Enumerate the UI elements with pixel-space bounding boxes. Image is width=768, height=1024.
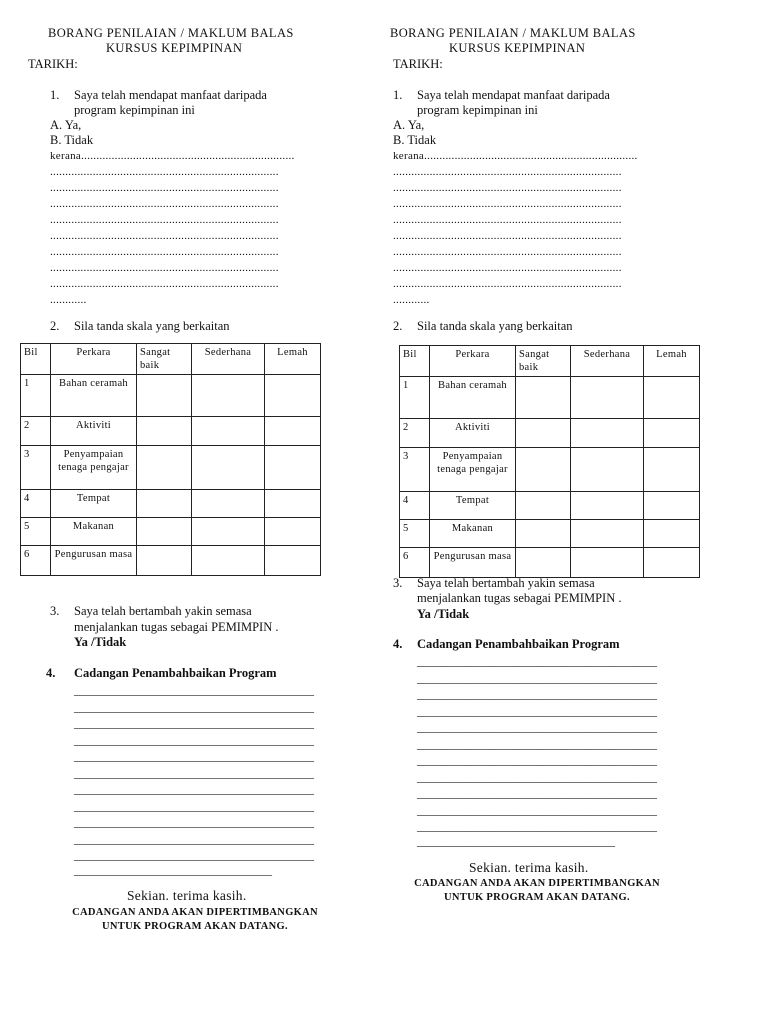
q1-reason-field[interactable]: kerana...................................................................... [50, 150, 295, 162]
q2-number: 2. [393, 319, 403, 333]
rating-cell[interactable] [137, 518, 192, 546]
rating-cell[interactable] [571, 548, 644, 578]
row-bil: 4 [21, 490, 51, 518]
rating-cell[interactable] [571, 492, 644, 520]
row-perkara: Bahan ceramah [51, 375, 137, 417]
rating-table [399, 345, 700, 578]
q1-reason-field[interactable]: kerana...................................................................... [393, 150, 638, 162]
rating-cell[interactable] [644, 520, 700, 548]
header-sederhana: Sederhana [192, 344, 265, 375]
q1-dotted-line[interactable]: ........................................................................... [50, 198, 279, 210]
suggestion-line[interactable]: ________________________________________ [74, 815, 314, 829]
header-bil: Bil [21, 344, 51, 375]
thanks-text: Sekian. terima kasih. [469, 860, 589, 875]
q1-dotted-line[interactable]: ........................................................................... [50, 262, 279, 274]
q1-dotted-line[interactable]: ........................................................................... [50, 246, 279, 258]
rating-cell[interactable] [516, 419, 571, 448]
row-bil: 1 [400, 377, 430, 419]
rating-cell[interactable] [137, 446, 192, 490]
q4-number: 4. [46, 666, 56, 680]
rating-cell[interactable] [516, 448, 571, 492]
suggestion-line[interactable]: ________________________________________ [74, 683, 314, 697]
row-perkara: Bahan ceramah [430, 377, 516, 419]
q4-text: Cadangan Penambahbaikan Program [417, 637, 620, 651]
q1-dotted-line[interactable]: ........................................................................... [50, 182, 279, 194]
suggestion-line[interactable]: ________________________________________ [417, 803, 657, 817]
suggestion-line[interactable]: ________________________________________ [417, 671, 657, 685]
suggestion-line[interactable]: ________________________________________ [74, 832, 314, 846]
q1-option-b[interactable]: B. Tidak [50, 133, 94, 147]
form-subtitle: KURSUS KEPIMPINAN [449, 41, 586, 55]
suggestion-line[interactable]: ________________________________________ [74, 766, 314, 780]
rating-cell[interactable] [516, 492, 571, 520]
row-bil: 5 [21, 518, 51, 546]
rating-cell[interactable] [265, 490, 321, 518]
header-sederhana: Sederhana [571, 346, 644, 377]
feedback-form-right [343, 0, 727, 1024]
suggestion-line[interactable]: ________________________________________ [74, 716, 314, 730]
rating-cell[interactable] [265, 375, 321, 417]
header-sangat-baik: Sangat baik [516, 346, 571, 377]
row-perkara: Pengurusan masa [430, 548, 516, 578]
q1-dotted-line[interactable]: ........................................................................... [50, 166, 279, 178]
closing-line-1: CADANGAN ANDA AKAN DIPERTIMBANGKAN [414, 878, 660, 889]
rating-cell[interactable] [192, 375, 265, 417]
rating-cell[interactable] [644, 448, 700, 492]
rating-cell[interactable] [192, 518, 265, 546]
q3-number: 3. [50, 604, 60, 618]
suggestion-line-end[interactable]: _________________________________ [417, 834, 615, 848]
q1-text-line1: Saya telah mendapat manfaat daripada [74, 88, 267, 102]
rating-cell[interactable] [192, 546, 265, 576]
rating-cell[interactable] [516, 520, 571, 548]
header-lemah: Lemah [644, 346, 700, 377]
q2-text: Sila tanda skala yang berkaitan [74, 319, 230, 333]
rating-cell[interactable] [192, 446, 265, 490]
header-bil: Bil [400, 346, 430, 377]
row-perkara: Aktiviti [51, 417, 137, 446]
rating-cell[interactable] [571, 520, 644, 548]
suggestion-line[interactable]: ________________________________________ [417, 720, 657, 734]
rating-cell[interactable] [265, 518, 321, 546]
rating-cell[interactable] [192, 417, 265, 446]
header-perkara: Perkara [51, 344, 137, 375]
q1-dotted-line[interactable]: ........................................................................... [393, 166, 622, 178]
row-perkara: Penyampaian tenaga pengajar [51, 446, 137, 490]
form-subtitle: KURSUS KEPIMPINAN [106, 41, 243, 55]
suggestion-line[interactable]: ________________________________________ [74, 782, 314, 796]
q1-dotted-line[interactable]: ........................................................................... [393, 262, 622, 274]
closing-line-1: CADANGAN ANDA AKAN DIPERTIMBANGKAN [72, 907, 318, 918]
row-perkara: Makanan [430, 520, 516, 548]
q3-answer[interactable]: Ya /Tidak [74, 635, 127, 649]
row-bil: 2 [400, 419, 430, 448]
q4-text: Cadangan Penambahbaikan Program [74, 666, 277, 680]
suggestion-line[interactable]: ________________________________________ [417, 687, 657, 701]
rating-cell[interactable] [644, 492, 700, 520]
rating-cell[interactable] [516, 548, 571, 578]
row-bil: 5 [400, 520, 430, 548]
suggestion-line[interactable]: ________________________________________ [74, 848, 314, 862]
rating-cell[interactable] [137, 417, 192, 446]
suggestion-line[interactable]: ________________________________________ [74, 733, 314, 747]
rating-cell[interactable] [265, 546, 321, 576]
date-label: TARIKH: [28, 57, 78, 71]
q3-text-line2: menjalankan tugas sebagai PEMIMPIN . [417, 591, 622, 605]
q3-text-line1: Saya telah bertambah yakin semasa [417, 576, 595, 590]
q4-number: 4. [393, 637, 403, 651]
suggestion-line[interactable]: ________________________________________ [417, 654, 657, 668]
q3-text-line1: Saya telah bertambah yakin semasa [74, 604, 252, 618]
row-perkara: Penyampaian tenaga pengajar [430, 448, 516, 492]
closing-note [382, 877, 692, 905]
rating-cell[interactable] [137, 546, 192, 576]
row-perkara: Tempat [430, 492, 516, 520]
q1-dotted-line[interactable]: ........................................................................... [50, 278, 279, 290]
q1-text-line2: program kepimpinan ini [417, 103, 538, 117]
suggestion-line[interactable]: ________________________________________ [417, 770, 657, 784]
closing-line-2: UNTUK PROGRAM AKAN DATANG. [444, 892, 630, 903]
suggestion-line[interactable]: ________________________________________ [417, 704, 657, 718]
q3-text-line2: menjalankan tugas sebagai PEMIMPIN . [74, 620, 279, 634]
q1-dotted-line[interactable]: ........................................................................... [393, 278, 622, 290]
suggestion-line[interactable]: ________________________________________ [417, 786, 657, 800]
header-perkara: Perkara [430, 346, 516, 377]
q2-text: Sila tanda skala yang berkaitan [417, 319, 573, 333]
suggestion-line[interactable]: ________________________________________ [417, 753, 657, 767]
row-bil: 6 [21, 546, 51, 576]
rating-cell[interactable] [192, 490, 265, 518]
row-bil: 4 [400, 492, 430, 520]
q3-answer[interactable]: Ya /Tidak [417, 607, 470, 621]
rating-cell[interactable] [644, 377, 700, 419]
rating-table [20, 343, 321, 576]
suggestion-line[interactable]: ________________________________________ [417, 737, 657, 751]
q1-dotted-line-end[interactable]: ............ [50, 294, 87, 306]
form-title: BORANG PENILAIAN / MAKLUM BALAS [48, 26, 294, 40]
date-label: TARIKH: [393, 57, 443, 71]
rating-cell[interactable] [571, 377, 644, 419]
q1-dotted-line[interactable]: ........................................................................... [393, 246, 622, 258]
rating-cell[interactable] [571, 448, 644, 492]
row-perkara: Aktiviti [430, 419, 516, 448]
row-bil: 3 [400, 448, 430, 492]
suggestion-line[interactable]: ________________________________________ [74, 749, 314, 763]
q1-number: 1. [393, 88, 403, 102]
row-perkara: Tempat [51, 490, 137, 518]
closing-note [40, 906, 350, 934]
q1-option-a[interactable]: A. Ya, [393, 118, 425, 132]
q1-dotted-line[interactable]: ........................................................................... [50, 230, 279, 242]
q1-dotted-line[interactable]: ........................................................................... [393, 214, 622, 226]
q2-number: 2. [50, 319, 60, 333]
header-lemah: Lemah [265, 344, 321, 375]
rating-cell[interactable] [644, 419, 700, 448]
rating-cell[interactable] [571, 419, 644, 448]
thanks-text: Sekian. terima kasih. [127, 888, 247, 903]
suggestion-line[interactable]: ________________________________________ [74, 700, 314, 714]
rating-cell[interactable] [137, 375, 192, 417]
rating-cell[interactable] [644, 548, 700, 578]
suggestion-line-end[interactable]: _________________________________ [74, 863, 272, 877]
row-bil: 3 [21, 446, 51, 490]
rating-cell[interactable] [265, 446, 321, 490]
rating-cell[interactable] [137, 490, 192, 518]
row-bil: 6 [400, 548, 430, 578]
suggestion-line[interactable]: ________________________________________ [74, 799, 314, 813]
suggestion-line[interactable]: ________________________________________ [417, 819, 657, 833]
row-bil: 2 [21, 417, 51, 446]
q1-text-line1: Saya telah mendapat manfaat daripada [417, 88, 610, 102]
header-sangat-baik: Sangat baik [137, 344, 192, 375]
row-perkara: Pengurusan masa [51, 546, 137, 576]
row-perkara: Makanan [51, 518, 137, 546]
closing-line-2: UNTUK PROGRAM AKAN DATANG. [102, 921, 288, 932]
rating-cell[interactable] [265, 417, 321, 446]
q3-number: 3. [393, 576, 403, 590]
q1-dotted-line-end[interactable]: ............ [393, 294, 430, 306]
q1-text-line2: program kepimpinan ini [74, 103, 195, 117]
q1-option-a[interactable]: A. Ya, [50, 118, 82, 132]
q1-dotted-line[interactable]: ........................................................................... [393, 230, 622, 242]
form-title: BORANG PENILAIAN / MAKLUM BALAS [390, 26, 636, 40]
q1-number: 1. [50, 88, 60, 102]
q1-dotted-line[interactable]: ........................................................................... [393, 198, 622, 210]
rating-cell[interactable] [516, 377, 571, 419]
q1-dotted-line[interactable]: ........................................................................... [393, 182, 622, 194]
q1-dotted-line[interactable]: ........................................................................... [50, 214, 279, 226]
row-bil: 1 [21, 375, 51, 417]
q1-option-b[interactable]: B. Tidak [393, 133, 437, 147]
